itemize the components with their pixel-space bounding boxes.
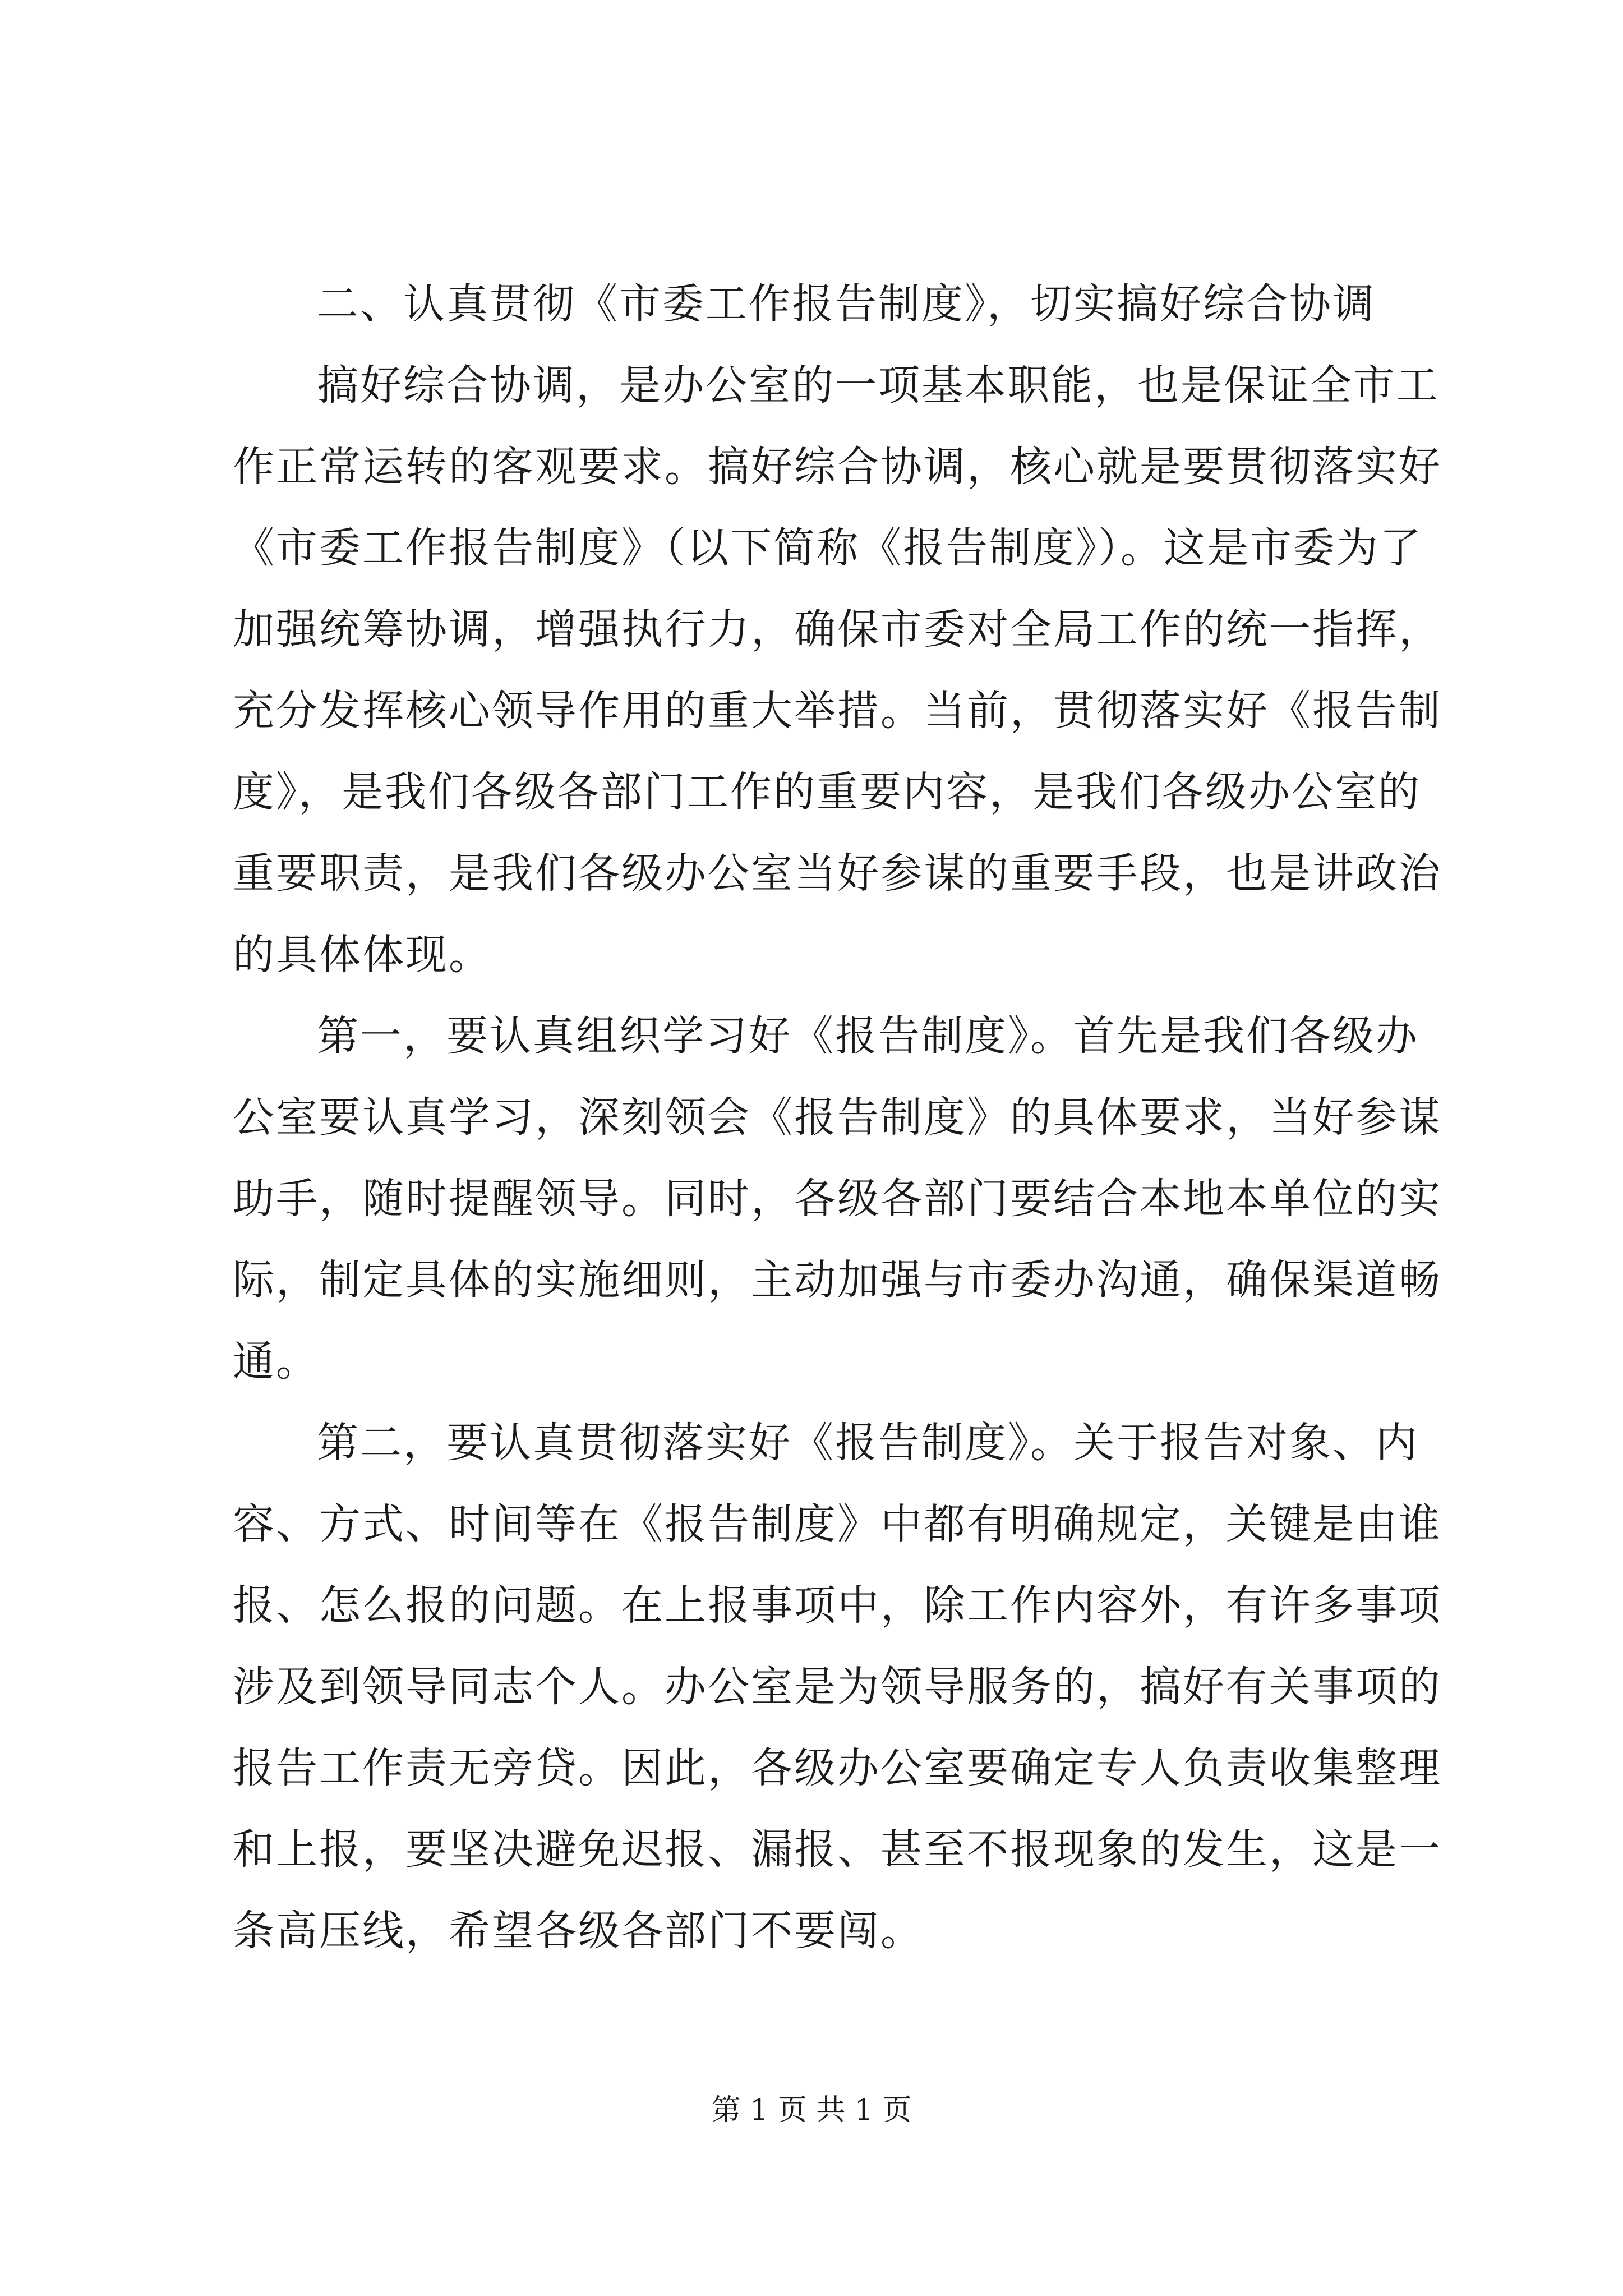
paragraph-line: 重要职责，是我们各级办公室当好参谋的重要手段，也是讲政治 xyxy=(233,849,1442,898)
paragraph-line: 助手，随时提醒领导。同时，各级各部门要结合本地本单位的实 xyxy=(233,1175,1442,1223)
section-heading: 二、认真贯彻《市委工作报告制度》，切实搞好综合协调 xyxy=(317,280,1376,328)
paragraph-line: 际，制定具体的实施细则，主动加强与市委办沟通，确保渠道畅 xyxy=(233,1256,1442,1304)
paragraph-line: 和上报，要坚决避免迟报、漏报、甚至不报现象的发生，这是一 xyxy=(233,1825,1442,1874)
paragraph-line: 搞好综合协调，是办公室的一项基本职能，也是保证全市工 xyxy=(317,361,1440,409)
paragraph-line: 《市委工作报告制度》（以下简称《报告制度》）。这是市委为了 xyxy=(233,524,1423,572)
paragraph-line: 报、怎么报的问题。在上报事项中，除工作内容外，有许多事项 xyxy=(233,1581,1442,1630)
paragraph-line: 条高压线，希望各级各部门不要闯。 xyxy=(233,1907,924,1955)
paragraph-line: 作正常运转的客观要求。搞好综合协调，核心就是要贯彻落实好 xyxy=(233,443,1442,491)
paragraph-line: 报告工作责无旁贷。因此，各级办公室要确定专人负责收集整理 xyxy=(233,1744,1442,1792)
paragraph-line: 容、方式、时间等在《报告制度》中都有明确规定，关键是由谁 xyxy=(233,1500,1442,1548)
document-body xyxy=(233,264,1442,1972)
paragraph-line: 第二，要认真贯彻落实好《报告制度》。关于报告对象、内 xyxy=(317,1419,1419,1467)
paragraph-line: 涉及到领导同志个人。办公室是为领导服务的，搞好有关事项的 xyxy=(233,1663,1442,1711)
paragraph-line: 度》，是我们各级各部门工作的重要内容，是我们各级办公室的 xyxy=(233,768,1421,816)
paragraph-line: 充分发挥核心领导作用的重大举措。当前，贯彻落实好《报告制 xyxy=(233,687,1442,735)
paragraph-line: 通。 xyxy=(233,1337,319,1386)
paragraph-line: 公室要认真学习，深刻领会《报告制度》的具体要求，当好参谋 xyxy=(233,1093,1442,1142)
paragraph-line: 的具体体现。 xyxy=(233,931,492,979)
paragraph-line: 加强统筹协调，增强执行力，确保市委对全局工作的统一指挥， xyxy=(233,605,1442,654)
page-footer: 第 1 页 共 1 页 xyxy=(711,2093,912,2127)
paragraph-line: 第一，要认真组织学习好《报告制度》。首先是我们各级办 xyxy=(317,1012,1419,1060)
